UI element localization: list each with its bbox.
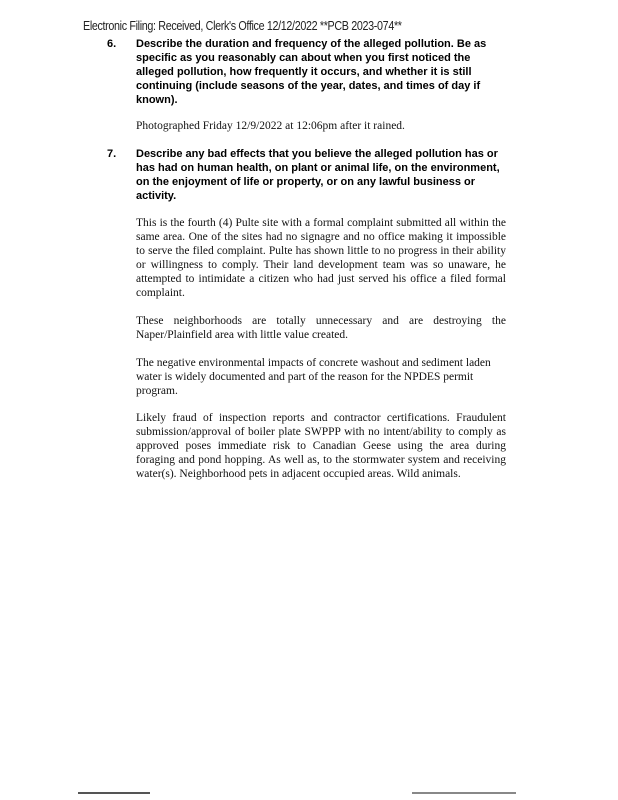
- item-7-number: 7.: [107, 148, 117, 160]
- item-6-number: 6.: [107, 38, 117, 50]
- item-7-question: Describe any bad effects that you believe the alleged pollution has or has had on human health, on plant or animal life, on the environment, on the enjoyment of life or property, or on any lawful business or activity.: [136, 148, 500, 202]
- item-7-answer-paragraph-3: The negative environmental impacts of concrete washout and sediment laden water is widely documented and part of the reason for the NPDES permit program.: [136, 357, 491, 397]
- item-6-answer: Photographed Friday 12/9/2022 at 12:06pm after it rained.: [136, 120, 405, 132]
- item-7-answer-paragraph-4: Likely fraud of inspection reports and contractor certifications. Fraudulent submission/approval of boiler plate SWPPP with no intent/ability to comply as approved poses immediate risk to Canadian Geese using the area during foraging and pond hopping. As well as, to the stormwater system and receiving water(s). Neighborhood pets in adjacent occupied areas. Wild animals.: [136, 412, 506, 480]
- item-7-answer-paragraph-2: These neighborhoods are totally unnecessary and are destroying the Naper/Plainfield area with little value created.: [136, 315, 506, 341]
- footer-scan-mark-left: [78, 792, 150, 794]
- item-7-answer-paragraph-1: This is the fourth (4) Pulte site with a formal complaint submitted all within the same area. One of the sites had no signagre and no office making it impossible to serve the filed complaint. Pulte has shown little to no progress in their ability or willingness to comply. Their land development team was so unaware, he attempted to intimidate a citizen who had just served his office a filed formal complaint.: [136, 217, 506, 299]
- filing-stamp: Electronic Filing: Received, Clerk's Office 12/12/2022 **PCB 2023-074**: [83, 19, 402, 33]
- item-6-question: Describe the duration and frequency of the alleged pollution. Be as specific as you reasonably can about when you first noticed the alleged pollution, how frequently it occurs, and whether it is still continuing (include seasons of the year, dates, and times of day if known).: [136, 38, 487, 106]
- footer-scan-mark-right: [412, 792, 516, 794]
